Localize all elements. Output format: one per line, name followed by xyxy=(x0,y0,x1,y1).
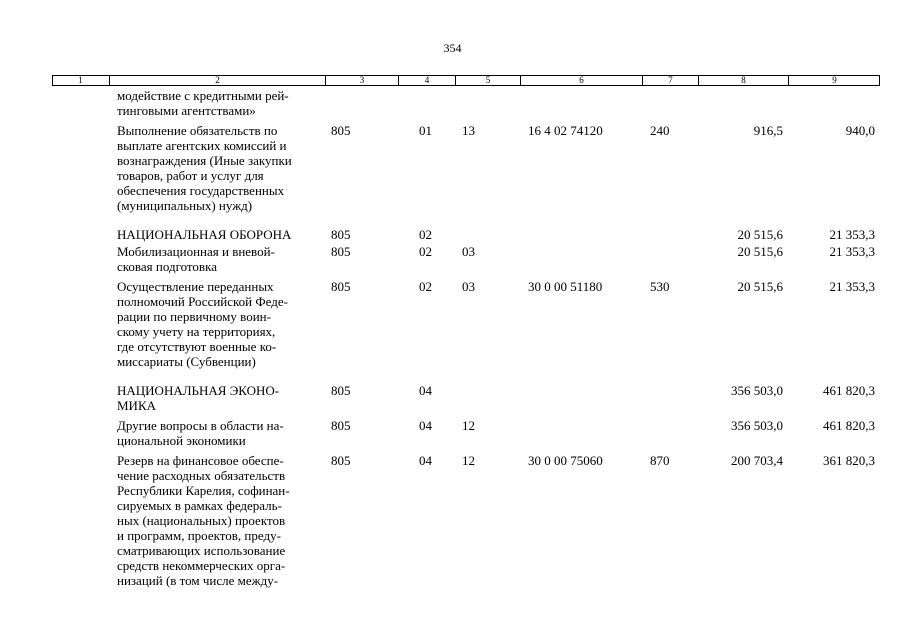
row-cell-4: 04 xyxy=(419,453,432,468)
row-cell-6: 16 4 02 74120 xyxy=(528,123,603,138)
row-cell-4: 01 xyxy=(419,123,432,138)
row-cell-8: 20 515,6 xyxy=(737,227,783,242)
row-cell-3: 805 xyxy=(331,244,351,259)
row-cell-3: 805 xyxy=(331,453,351,468)
row-cell-4: 02 xyxy=(419,244,432,259)
row-cell-9: 461 820,3 xyxy=(823,418,875,433)
header-cell-4: 4 xyxy=(399,75,456,86)
row-cell-9: 21 353,3 xyxy=(829,244,875,259)
row-cell-8: 356 503,0 xyxy=(731,383,783,398)
row-cell-3: 805 xyxy=(331,227,351,242)
row-cell-5: 13 xyxy=(462,123,475,138)
row-cell-9: 21 353,3 xyxy=(829,227,875,242)
row-cell-4: 04 xyxy=(419,418,432,433)
header-cell-3: 3 xyxy=(326,75,399,86)
row-cell-8: 20 515,6 xyxy=(737,279,783,294)
header-cell-6: 6 xyxy=(521,75,643,86)
row-cell-7: 240 xyxy=(650,123,670,138)
row-cell-8: 20 515,6 xyxy=(737,244,783,259)
row-cell-3: 805 xyxy=(331,418,351,433)
row-cell-8: 916,5 xyxy=(753,123,783,138)
row-cell-4: 02 xyxy=(419,279,432,294)
row-cell-8: 356 503,0 xyxy=(731,418,783,433)
table-header xyxy=(52,75,880,86)
row-name: Резерв на финансовое обеспе- чение расходных обязательств Республики Карелия, софинан- сируемых в рамках федераль- ных (национальных) проектов и программ, проектов, преду- сматривающих использование средств некоммерческих орга- низаций (в том числе между- xyxy=(117,453,290,588)
row-cell-5: 12 xyxy=(462,453,475,468)
row-name: Мобилизационная и вневой- сковая подготовка xyxy=(117,244,275,274)
row-cell-6: 30 0 00 75060 xyxy=(528,453,603,468)
header-cell-8: 8 xyxy=(699,75,789,86)
row-name: НАЦИОНАЛЬНАЯ ОБОРОНА xyxy=(117,227,292,242)
header-cell-9: 9 xyxy=(832,75,837,85)
row-cell-3: 805 xyxy=(331,279,351,294)
row-cell-5: 12 xyxy=(462,418,475,433)
row-name: Выполнение обязательств по выплате агентских комиссий и вознаграждения (Иные закупки товаров, работ и услуг для обеспечения государственных (муниципальных) нужд) xyxy=(117,123,292,213)
header-cell-7: 7 xyxy=(643,75,699,86)
row-name: Осуществление переданных полномочий Российской Феде- рации по первичному воин- скому учету на территориях, где отсутствуют военные ко- миссариаты (Субвенции) xyxy=(117,279,288,369)
row-cell-9: 21 353,3 xyxy=(829,279,875,294)
row-cell-7: 870 xyxy=(650,453,670,468)
header-cell-5: 5 xyxy=(456,75,521,86)
row-cell-7: 530 xyxy=(650,279,670,294)
row-cell-4: 04 xyxy=(419,383,432,398)
header-cell-1: 1 xyxy=(52,75,110,86)
row-cell-9: 361 820,3 xyxy=(823,453,875,468)
row-name: Другие вопросы в области на- циональной экономики xyxy=(117,418,284,448)
row-cell-9: 940,0 xyxy=(845,123,875,138)
row-cell-3: 805 xyxy=(331,383,351,398)
row-name: НАЦИОНАЛЬНАЯ ЭКОНО- МИКА xyxy=(117,383,280,413)
row-cell-5: 03 xyxy=(462,279,475,294)
page-number: 354 xyxy=(443,41,462,55)
row-name: модейcтвие с кредитными рей- тинговыми агентствами» xyxy=(117,88,289,118)
row-cell-4: 02 xyxy=(419,227,432,242)
row-cell-5: 03 xyxy=(462,244,475,259)
row-cell-8: 200 703,4 xyxy=(731,453,783,468)
row-cell-6: 30 0 00 51180 xyxy=(528,279,603,294)
row-cell-9: 461 820,3 xyxy=(823,383,875,398)
row-cell-3: 805 xyxy=(331,123,351,138)
header-cell-2: 2 xyxy=(110,75,326,86)
